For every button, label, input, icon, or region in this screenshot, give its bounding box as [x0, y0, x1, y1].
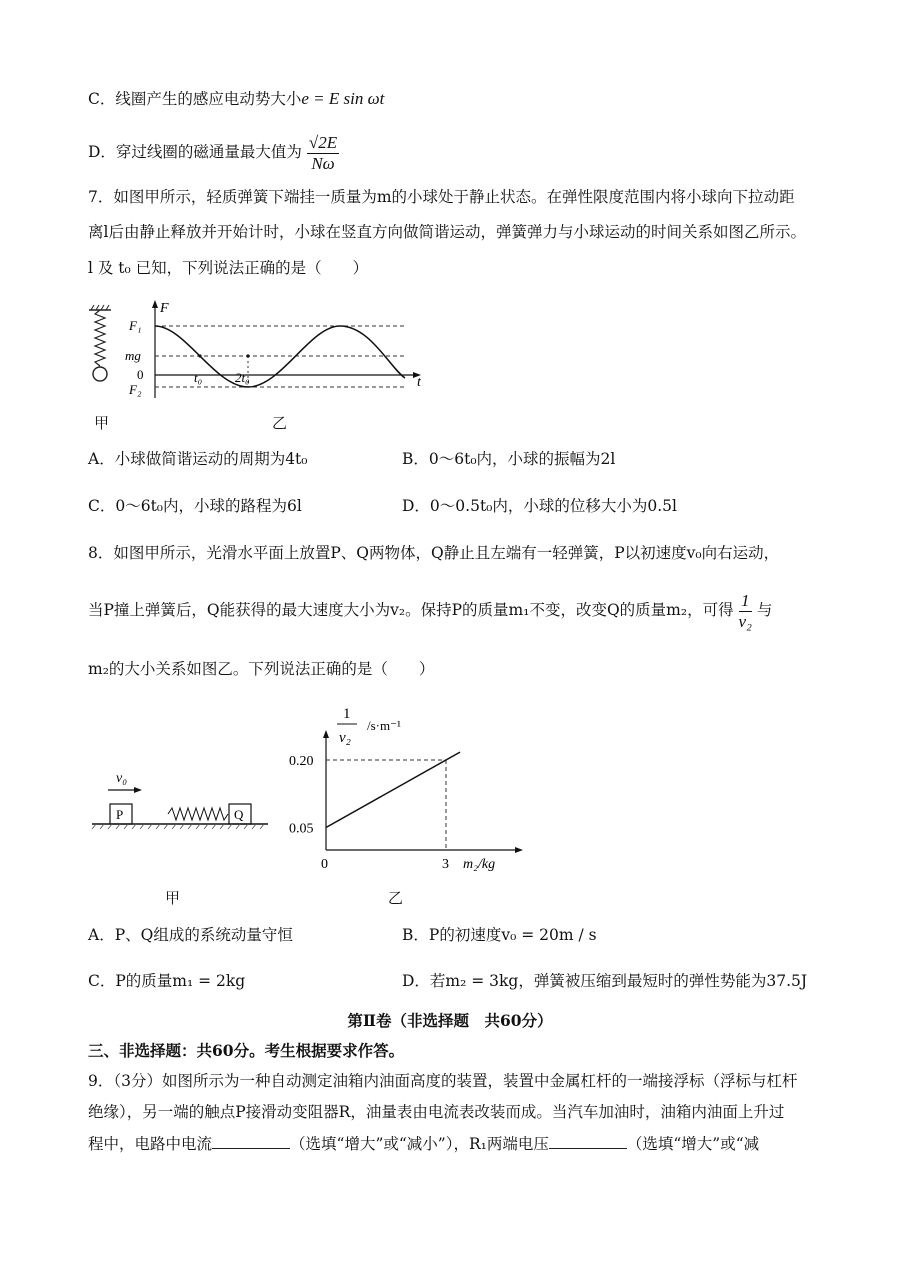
q8-graph	[285, 700, 525, 880]
q7-stem-line1: 7．如图甲所示，轻质弹簧下端挂一质量为m的小球处于静止状态。在弹性限度范围内将小球向下拉动距	[88, 188, 795, 206]
q6-option-c-text: C．线圈产生的感应电动势大小	[88, 90, 302, 108]
q7-spring-diagram	[89, 305, 111, 381]
q6-option-d-text: D．穿过线圈的磁通量最大值为	[88, 143, 302, 161]
q6-option-d-denominator: Nω	[311, 153, 335, 173]
q8-stem-line2-text: 当P撞上弹簧后，Q能获得的最大速度大小为v₂。保持P的质量m₁不变，改变Q的质量m₂，可得	[88, 601, 734, 619]
q7-option-b: B．0～6t₀内，小球的振幅为2l	[402, 450, 616, 468]
q7-caption-jia: 甲	[94, 414, 110, 432]
q8-stem-line1: 8．如图甲所示，光滑水平面上放置P、Q两物体，Q静止且左端有一轻弹簧，P以初速度v₀向右运动，	[88, 544, 780, 562]
q8-option-c: C．P的质量m₁ = 2kg	[88, 972, 246, 990]
q9-stem-line3	[88, 1133, 759, 1155]
q7-label-mg: mg	[125, 348, 141, 363]
q8-caption-yi: 乙	[388, 889, 404, 907]
q8-stem-line2	[88, 588, 772, 632]
q8-stem-line3: m₂的大小关系如图乙。下列说法正确的是（ ）	[88, 660, 435, 678]
section-heading: 三、非选择题：共60分。考生根据要求作答。	[88, 1041, 405, 1060]
q8-y-unit: /s·m⁻¹	[367, 718, 401, 733]
q9-stem-line2: 绝缘），另一端的触点P接滑动变阻器R，油量表由电流表改装而成。当汽车加油时，油箱内油面上升过	[88, 1103, 785, 1121]
q7-figure	[85, 298, 435, 410]
q8-tick-y-020: 0.20	[289, 754, 314, 769]
q8-stem-line2-tail: 与	[756, 601, 773, 619]
q8-stem-fraction	[739, 591, 752, 632]
q7-caption-yi: 乙	[272, 414, 288, 432]
q8-stem-fraction-den: v₂	[738, 611, 752, 631]
q6-option-d-numerator: √2E	[308, 132, 338, 152]
q7-label-f: F	[160, 301, 169, 316]
q7-label-t0: t₀	[194, 370, 203, 385]
q8-tick-x-0: 0	[321, 857, 328, 872]
q9-answer-blank-2[interactable]	[549, 1134, 627, 1149]
q6-option-c	[88, 88, 384, 110]
q8-label-v0: v₀	[116, 771, 128, 786]
q8-option-b: B．P的初速度v₀ = 20m / s	[402, 926, 597, 944]
q7-label-f2: F₂	[129, 382, 142, 397]
q7-label-f1: F₁	[129, 318, 142, 333]
q8-option-a: A．P、Q组成的系统动量守恒	[88, 926, 293, 944]
q9-line3-part1: 程中，电路中电流	[88, 1135, 213, 1153]
q9-answer-blank-1[interactable]	[212, 1134, 290, 1149]
q8-caption-jia: 甲	[165, 889, 181, 907]
q9-line3-part3: （选填“增大”或“减	[626, 1135, 760, 1153]
q7-label-zero: 0	[137, 367, 144, 382]
q7-stem-line3: l 及 t₀ 已知，下列说法正确的是（ ）	[88, 259, 369, 277]
q8-y-label-den: v₂	[339, 730, 351, 746]
q8-tick-y-005: 0.05	[289, 821, 314, 837]
q9-line3-part2: （选填“增大”或“减小”），R₁两端电压	[290, 1135, 549, 1153]
q8-stem-fraction-num: 1	[739, 591, 752, 612]
q7-option-c: C．0～6t₀内，小球的路程为6l	[88, 497, 302, 515]
q7-label-2t0: 2t₀	[235, 370, 250, 385]
q6-option-c-formula: e = E sin ωt	[301, 89, 385, 108]
q7-option-d: D．0～0.5t₀内，小球的位移大小为0.5l	[402, 497, 677, 515]
section-title: 第Ⅱ卷（非选择题 共60分）	[347, 1011, 553, 1030]
q8-x-label: m₂/kg	[463, 857, 496, 872]
q6-option-d-fraction	[307, 133, 339, 174]
q8-option-d: D．若m₂ = 3kg，弹簧被压缩到最短时的弹性势能为37.5J	[402, 972, 808, 990]
q8-tick-x-3: 3	[442, 857, 449, 872]
q8-data-line	[326, 752, 460, 827]
q8-label-p: P	[116, 807, 124, 822]
q7-stem-line2: 离l后由静止释放并开始计时，小球在竖直方向做简谐运动，弹簧弹力与小球运动的时间关系如图乙所示。	[88, 223, 806, 241]
q7-option-a: A．小球做简谐运动的周期为4t₀	[88, 450, 308, 468]
q6-option-d	[88, 130, 339, 174]
q7-label-t: t	[417, 375, 421, 390]
q8-y-label-num: 1	[343, 706, 351, 722]
q8-figure-jia	[88, 762, 273, 832]
q9-stem-line1: 9．（3分）如图所示为一种自动测定油箱内油面高度的装置，装置中金属杠杆的一端接浮标（浮标与杠杆	[88, 1072, 798, 1090]
q8-label-q: Q	[234, 807, 244, 822]
